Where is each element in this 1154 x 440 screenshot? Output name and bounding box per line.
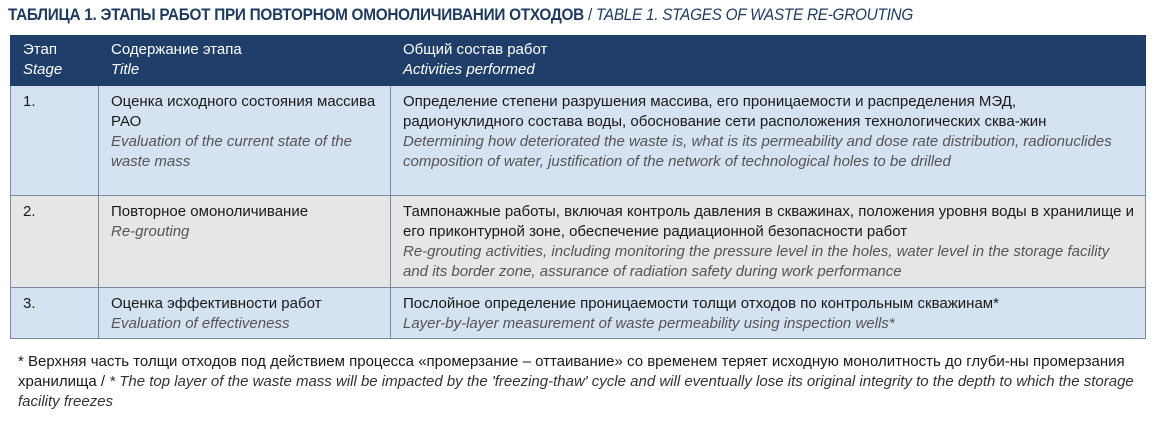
title-ru: Повторное омоноличивание	[111, 203, 309, 220]
footnote-en: * The top layer of the waste mass will be impacted by the 'freezing-thaw' cycle and will eventually lose its original integrity to the depth to which the storage facility freezes	[18, 373, 1134, 410]
activities-ru: Определение степени разрушения массива, его проницаемости и распределения МЭД, радионуклидного состава воды, обоснование сети расположения технологических сква-жин	[403, 93, 1047, 130]
title-en: Re-grouting	[111, 223, 190, 240]
activities-ru: Послойное определение проницаемости толщи отходов по контрольным скважинам*	[403, 295, 999, 312]
caption-separator: /	[583, 6, 596, 24]
title-ru: Оценка исходного состояния массива РАО	[111, 93, 376, 130]
stage-cell: 2.	[11, 196, 99, 288]
table-footnote	[18, 352, 1148, 412]
activities-cell	[391, 86, 1146, 196]
header-title	[99, 36, 391, 86]
title-en: Evaluation of effectiveness	[111, 315, 290, 332]
title-cell	[99, 196, 391, 288]
table-caption	[8, 6, 1068, 25]
stage-cell: 1.	[11, 86, 99, 196]
header-stage-ru: Этап	[23, 41, 57, 58]
header-activities-en: Activities performed	[403, 61, 535, 78]
header-activities-ru: Общий состав работ	[403, 41, 548, 58]
title-cell	[99, 86, 391, 196]
title-cell	[99, 288, 391, 339]
footnote-separator: /	[96, 373, 110, 390]
stages-table	[10, 35, 1146, 339]
caption-ru: ТАБЛИЦА 1. ЭТАПЫ РАБОТ ПРИ ПОВТОРНОМ ОМОНОЛИЧИВАНИИ ОТХОДОВ	[8, 6, 584, 24]
footnote-ru: * Верхняя часть толщи отходов под действием процесса «промерзание – оттаивание» со временем теряет исходную монолитность до глуби-ны промерзания хранилища	[18, 353, 1125, 390]
activities-cell	[391, 196, 1146, 288]
title-ru: Оценка эффективности работ	[111, 295, 322, 312]
header-title-en: Title	[111, 61, 140, 78]
activities-en: Determining how deteriorated the waste is, what is its permeability and dose rate distribution, radionuclides composition of water, justification of the network of technological holes to be drilled	[403, 133, 1112, 170]
activities-cell	[391, 288, 1146, 339]
table-row	[11, 288, 1146, 339]
table-row	[11, 86, 1146, 196]
header-stage-en: Stage	[23, 61, 63, 78]
stage-cell: 3.	[11, 288, 99, 339]
activities-ru: Тампонажные работы, включая контроль давления в скважинах, положения уровня воды в хранилище и его приконтурной зоне, обеспечение радиационной безопасности работ	[403, 203, 1135, 240]
activities-en: Layer-by-layer measurement of waste permeability using inspection wells*	[403, 315, 895, 332]
title-en: Evaluation of the current state of the waste mass	[111, 133, 352, 170]
caption-en: TABLE 1. STAGES OF WASTE RE-GROUTING	[595, 6, 914, 24]
table-header-row	[11, 36, 1146, 86]
table-row	[11, 196, 1146, 288]
header-stage	[11, 36, 99, 86]
header-title-ru: Содержание этапа	[111, 41, 242, 58]
header-activities	[391, 36, 1146, 86]
activities-en: Re-grouting activities, including monitoring the pressure level in the holes, water level in the storage facility and its border zone, assurance of radiation safety during work performance	[403, 243, 1110, 280]
